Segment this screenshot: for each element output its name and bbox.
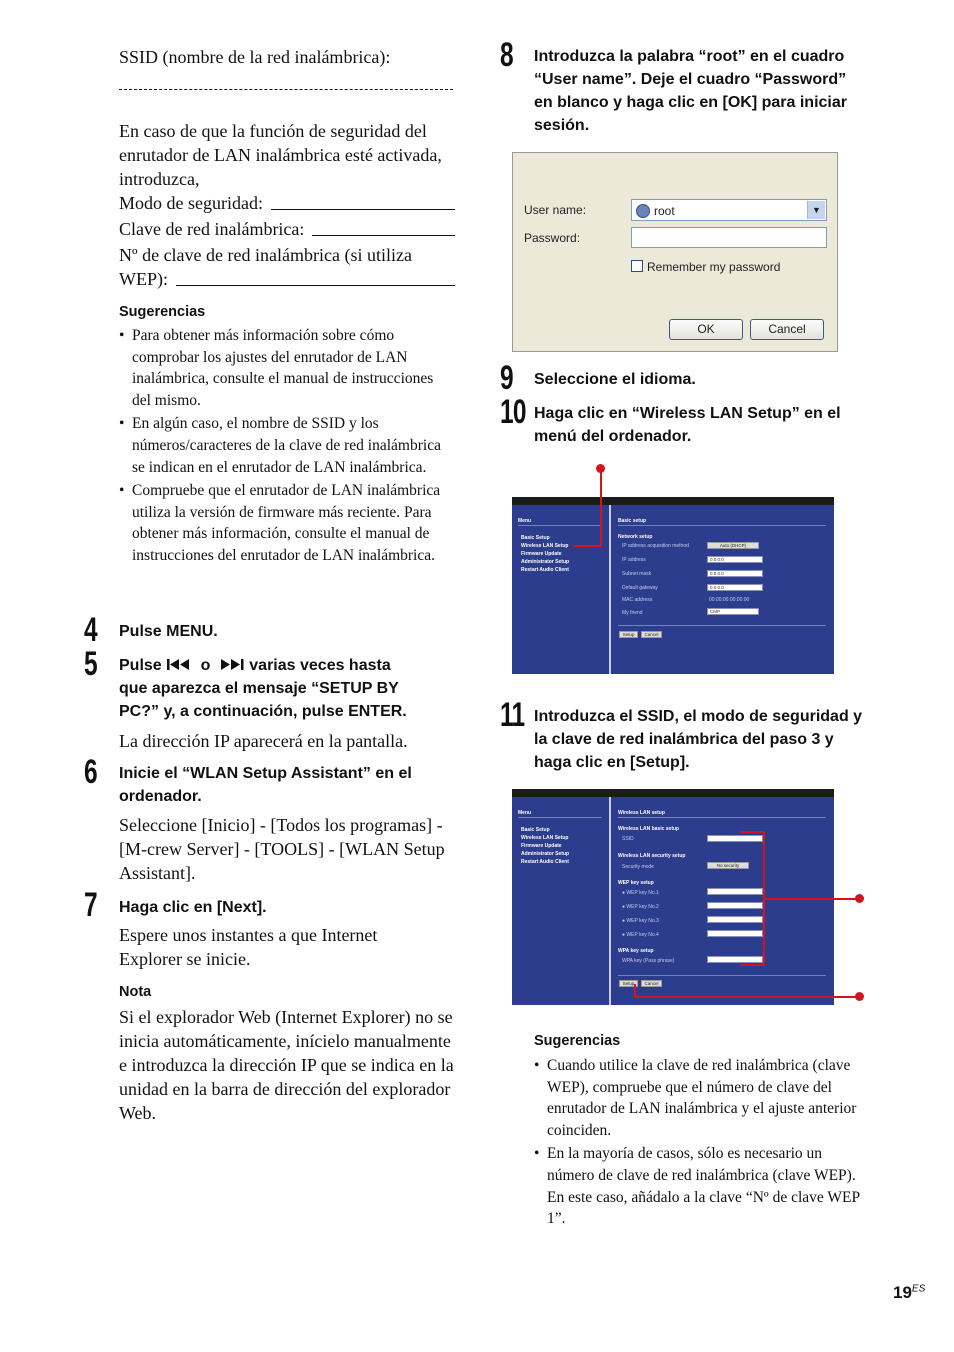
callout-line [573, 545, 602, 547]
step5-title-line1: Pulse o varias veces hasta [119, 657, 391, 674]
wpa-key-input[interactable] [707, 956, 763, 963]
hints-list-right [534, 1055, 868, 1232]
wep-key-number-label: Nº de clave de red inalámbrica (si utiliza [119, 245, 412, 265]
field-label: MAC address [622, 597, 653, 603]
step5-title-line2: que aparezca el mensaje “SETUP BY [119, 680, 399, 697]
network-setup-heading: Network setup [618, 534, 653, 540]
field-label: IP address acquisition method [622, 543, 689, 549]
menu-item-administrator-setup[interactable]: Administrator Setup [521, 559, 570, 565]
step-number-10: 10 [500, 393, 526, 431]
wep-key-3-input[interactable] [707, 916, 763, 923]
wpa-setup-heading: WPA key setup [618, 948, 654, 954]
cancel-button[interactable]: Cancel [641, 631, 662, 638]
wep-key-label: ● WEP key No.1 [622, 890, 659, 896]
field-label: Default gateway [622, 585, 658, 591]
chevron-down-icon[interactable]: ▼ [807, 201, 825, 219]
security-mode-label: Modo de seguridad: [119, 193, 263, 213]
step-number-6: 6 [84, 753, 97, 791]
setup-button[interactable]: Setup [619, 631, 638, 638]
hints-title-left: Sugerencias [119, 304, 206, 320]
step9-title: Seleccione el idioma. [534, 371, 696, 388]
ip-address-input[interactable]: 0.0.0.0 [707, 556, 763, 563]
security-mode-blank [271, 209, 455, 210]
menu-item-administrator-setup[interactable]: Administrator Setup [521, 851, 570, 857]
wireless-lan-setup-screen [512, 789, 834, 1005]
security-intro: En caso de que la función de seguridad del enrutador de LAN inalámbrica esté activada, introduzca, [119, 121, 442, 189]
security-mode-select[interactable]: No security [707, 862, 749, 869]
field-label: Subnet mask [622, 571, 652, 577]
wep-key-4-input[interactable] [707, 930, 763, 937]
field-label: My friend [622, 610, 643, 616]
step5-body: La dirección IP aparecerá en la pantalla. [119, 731, 408, 751]
security-mode-row [119, 191, 455, 215]
radio-icon[interactable]: ● [622, 904, 626, 910]
menu-title: Menu [518, 810, 532, 816]
wep-key-number-label-2: WEP): [119, 269, 168, 289]
page-title: Basic setup [618, 518, 647, 524]
page-number: $19^{ES}$ [893, 1283, 926, 1302]
basic-setup-screen [512, 497, 834, 674]
acquisition-method-select[interactable]: Auto (DHCP) [707, 542, 759, 549]
password-field[interactable] [631, 227, 827, 248]
cancel-button[interactable]: Cancel [641, 980, 662, 987]
menu-item-basic-setup[interactable]: Basic Setup [521, 535, 550, 541]
page-title: Wireless LAN setup [618, 810, 665, 816]
mac-address-value: 00:00:00:00:00:00 [709, 597, 750, 603]
wep-key-label: ● WEP key No.2 [622, 904, 659, 910]
network-key-row [119, 217, 455, 241]
callout-line [600, 468, 602, 547]
previous-track-icon [166, 658, 192, 671]
hint-item: • Cuando utilice la clave de red inalámbrica (clave WEP), compruebe que el número de clave del enrutador de LAN inalámbrica y el ajuste anterior coinciden. [534, 1055, 868, 1141]
callout-dot [855, 894, 864, 903]
menu-item-restart-audio-client[interactable]: Restart Audio Client [521, 567, 569, 573]
step6-title: Inicie el “WLAN Setup Assistant” en el ordenador. [119, 765, 412, 805]
hint-item: • En la mayoría de casos, sólo es necesario un número de clave de red inalámbrica (clave WEP). En este caso, añádalo a la clave “Nº de clave WEP 1”. [534, 1143, 868, 1229]
user-avatar-icon [636, 204, 650, 218]
step11-title: Introduzca el SSID, el modo de seguridad y la clave de red inalámbrica del paso 3 y haga clic en [Setup]. [534, 708, 863, 771]
login-dialog [512, 152, 838, 352]
note-title: Nota [119, 984, 152, 1000]
hints-title-right: Sugerencias [534, 1033, 621, 1049]
wep-key-number-blank [176, 285, 455, 286]
wep-key-label: ● WEP key No.4 [622, 932, 659, 938]
step-number-4: 4 [84, 611, 97, 649]
wpa-key-label: WPA key (Pass phrase) [622, 958, 675, 964]
callout-bracket [740, 964, 764, 966]
ok-button[interactable]: OK [669, 319, 743, 340]
step-number-11: 11 [500, 696, 525, 734]
network-key-label: Clave de red inalámbrica: [119, 219, 305, 239]
step8-title: Introduzca la palabra “root” en el cuadro “User name”. Deje el cuadro “Password” en blanco y haga clic en [OK] para iniciar sesión. [534, 48, 847, 134]
ssid-label: SSID [622, 836, 634, 842]
security-mode-label: Security mode [622, 864, 654, 870]
menu-item-basic-setup[interactable]: Basic Setup [521, 827, 550, 833]
hint-item: • Para obtener más información sobre cómo comprobar los ajustes del enrutador de LAN inalámbrica, consulte el manual de instrucciones del mismo. [119, 325, 455, 411]
page-suffix: ES [911, 1283, 926, 1295]
menu-item-wireless-lan-setup[interactable]: Wireless LAN Setup [521, 835, 569, 841]
wep-key-number-row [119, 267, 455, 291]
hint-item: • En algún caso, el nombre de SSID y los números/caracteres de la clave de red inalámbrica se indican en el enrutador de LAN inalámbrica. [119, 413, 455, 478]
next-track-icon [219, 658, 245, 671]
basic-setup-heading: Wireless LAN basic setup [618, 826, 680, 832]
callout-line [634, 996, 858, 998]
ssid-label: SSID (nombre de la red inalámbrica): [119, 47, 391, 67]
callout-dot [855, 992, 864, 1001]
hint-item: • Compruebe que el enrutador de LAN inalámbrica utiliza la versión de firmware más reciente. Para obtener más información, consulte el manual de instrucciones del enrutador de LAN inalámbrica. [119, 480, 455, 566]
step7-title: Haga clic en [Next]. [119, 899, 267, 916]
field-label: IP address [622, 557, 646, 563]
wep-key-2-input[interactable] [707, 902, 763, 909]
step-number-7: 7 [84, 886, 97, 924]
step-number-8: 8 [500, 36, 513, 74]
callout-line [764, 898, 858, 900]
wep-key-label: ● WEP key No.3 [622, 918, 659, 924]
subnet-mask-input[interactable]: 0.0.0.0 [707, 570, 763, 577]
friend-name-input[interactable]: CMP [707, 608, 759, 615]
menu-item-firmware-update[interactable]: Firmware Update [521, 843, 562, 849]
callout-bracket [740, 831, 764, 833]
default-gateway-input[interactable]: 0.0.0.0 [707, 584, 763, 591]
user-name-value: root [654, 204, 675, 218]
note-body: Si el explorador Web (Internet Explorer) no se inicia automáticamente, inícielo manualmente e introduzca la dirección IP que se indica en la unidad en la barra de dirección del explorador Web. [119, 1007, 454, 1123]
user-name-label: User name: [524, 203, 587, 217]
wep-key-1-input[interactable] [707, 888, 763, 895]
user-name-field[interactable] [631, 199, 827, 221]
password-label: Password: [524, 231, 581, 245]
remember-label: Remember my password [647, 260, 781, 274]
hints-list-left [119, 325, 455, 569]
setup-button[interactable]: Setup [619, 980, 638, 987]
remember-checkbox[interactable] [631, 260, 643, 272]
step10-title: Haga clic en “Wireless LAN Setup” en el menú del ordenador. [534, 405, 841, 445]
menu-item-wireless-lan-setup[interactable]: Wireless LAN Setup [521, 543, 569, 549]
step5-title [119, 654, 459, 723]
network-key-blank [312, 235, 455, 236]
step5-title-line3: PC?” y, a continuación, pulse ENTER. [119, 703, 407, 720]
step-number-9: 9 [500, 359, 513, 397]
radio-icon[interactable]: ● [622, 890, 626, 896]
security-setup-heading: Wireless LAN security setup [618, 853, 686, 859]
step-number-5: 5 [84, 645, 97, 683]
menu-item-restart-audio-client[interactable]: Restart Audio Client [521, 859, 569, 865]
ssid-input[interactable] [707, 835, 763, 842]
step6-body: Seleccione [Inicio] - [Todos los programas] - [M-crew Server] - [TOOLS] - [WLAN Setup Assistant]. [119, 815, 445, 883]
step4-title: Pulse MENU. [119, 623, 218, 640]
radio-icon[interactable]: ● [622, 918, 626, 924]
step7-body: Espere unos instantes a que Internet Explorer se inicie. [119, 925, 378, 969]
radio-icon[interactable]: ● [622, 932, 626, 938]
ssid-blank-line [119, 89, 453, 90]
cancel-button[interactable]: Cancel [750, 319, 824, 340]
menu-item-firmware-update[interactable]: Firmware Update [521, 551, 562, 557]
wep-setup-heading: WEP key setup [618, 880, 654, 886]
menu-title: Menu [518, 518, 532, 524]
